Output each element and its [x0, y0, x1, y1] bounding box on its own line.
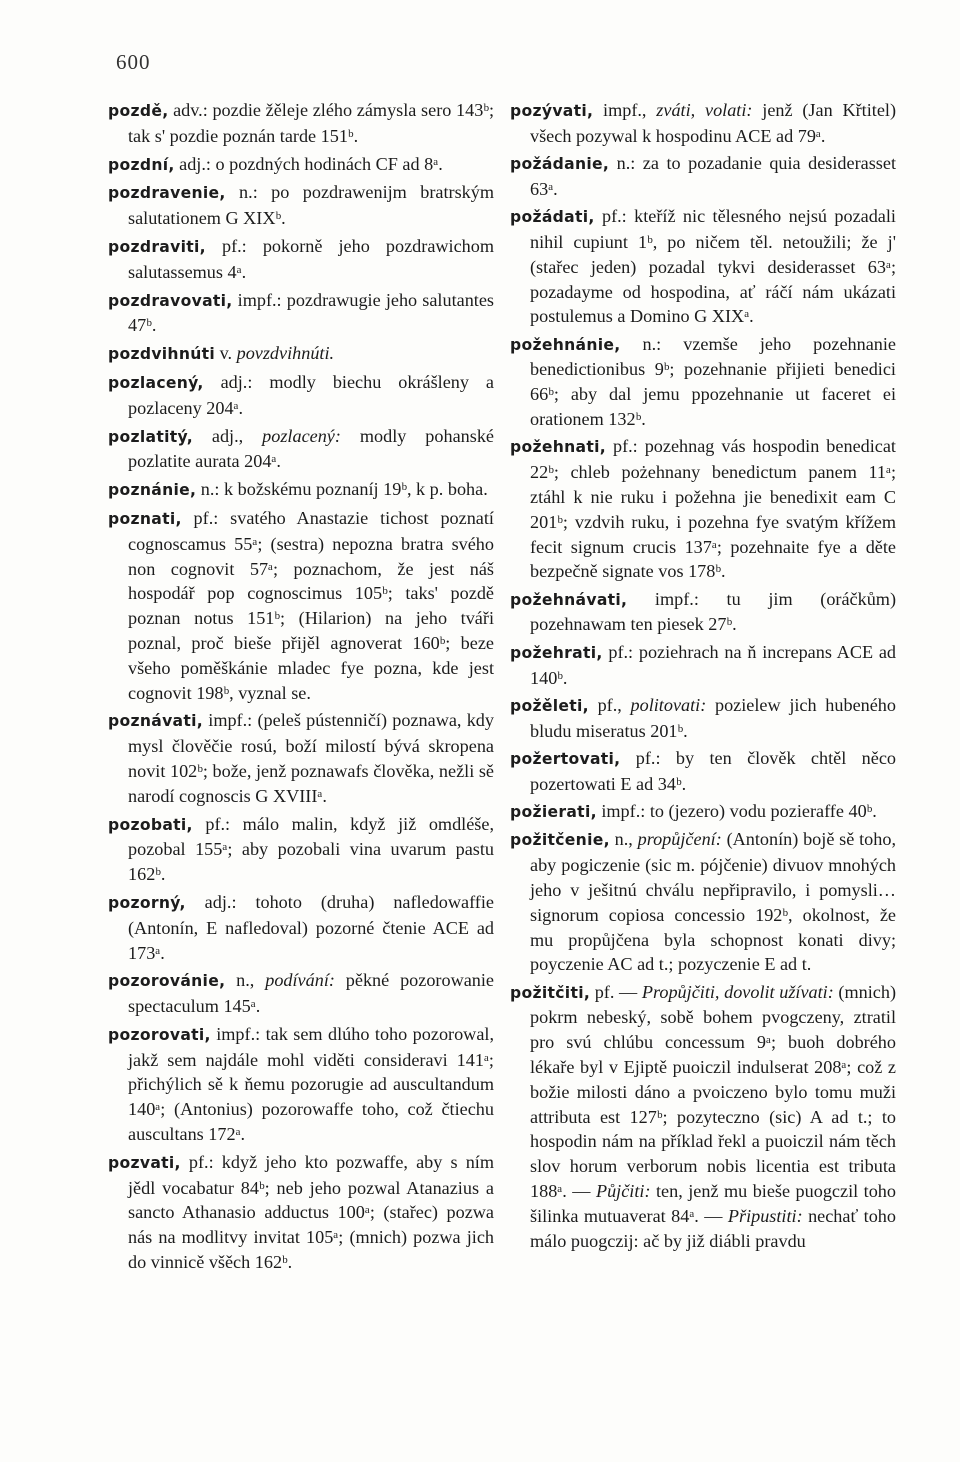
entry-gloss: podívání:: [265, 970, 335, 991]
entry-text: pf. —: [590, 981, 642, 1002]
entry-headword: pozdní,: [108, 155, 175, 174]
dictionary-entry: [108, 1022, 494, 1147]
entry-text: pf.: málo malin, když již omdléše, pozobal 155ᵃ; aby pozobali vina uvarum pastu 162ᵇ.: [128, 813, 494, 885]
entry-text: pf.: svatého Anastazie tichost poznatí cognoscamus 55ᵃ; (sestra) nepozna bratra svého non cognovit 57ᵃ; poznachom, že jest náš hospodář pop cognoscimus 105ᵇ; taks' pozdě poznan notus 151ᵇ; (Hilarion) na jeho tváři poznal, proč bieše přijěl agnoverat 160ᵇ; beze všeho poměškánie mladec fye pozna, kde jest cognovit 198ᵇ, vyznal se.: [128, 507, 494, 703]
dictionary-entry: [510, 827, 896, 977]
entry-headword: pozdvihnúti: [108, 345, 216, 364]
entry-text: pf.: by ten člověk chtěl něco pozertowati E ad 34ᵇ.: [530, 747, 896, 794]
entry-text: impf.: tu jim (oráčkům) pozehnawam ten piesek 27ᵇ.: [530, 588, 896, 635]
dictionary-entry: [108, 288, 494, 339]
dictionary-entry: [108, 180, 494, 231]
entry-headword: požehrati,: [510, 643, 603, 662]
entry-text: adj.: o pozdných hodinách CF ad 8ᵃ.: [174, 153, 443, 174]
entry-text: pf.: pozehnag vás hospodin benedicat 22ᵇ; chleb pożehnany benedictum panem 11ᵃ; ztáhl k nie ruku i požehna jie benedixit eam C 201ᵇ; vzdvih ruku, i pozehna fye svatým křížem fecit signum crucis 137ᵃ; pozehnaite fye a děte bezpečně signate vos 178ᵇ.: [530, 436, 896, 582]
entry-headword: poznánie,: [108, 481, 197, 500]
dictionary-entry: [510, 640, 896, 691]
entry-text: (Antonín) bojě sě toho, aby pogiczenie (sic m. pójčenie) divuov mnohých jeho v ješitnú chválu nepřipravilo, i pomysli… signorum copiosa concessio 192ᵇ, okolnost, že mu propůjčena byla schopnost konati divy; poyczenie AC ad t.; pozyczenie E ad t.: [530, 829, 897, 975]
dictionary-entry: [108, 424, 494, 475]
entry-text: ten, jenž mu bieše puogczil toho šilinka mutuaverat 84ᵃ. —: [530, 1180, 896, 1226]
dictionary-entry: [108, 890, 494, 965]
page-number: 600: [116, 50, 151, 74]
entry-text: pf.,: [588, 694, 631, 715]
entry-headword: požitčiti,: [510, 983, 591, 1002]
dictionary-entry: [108, 341, 494, 367]
entry-text: (mnich) pokrm nebeský, sobě bohem pvogczeny, ztratil pro svú chlúbu concessum 9ᵃ; buoh dobrého lékaře byl v Ejiptě puoiczil indulserat 208ᵃ; což z božie milosti dáno a pvoiczeno bylo tomu muži attributa est 127ᵇ; pozyteczno (sic) A ad t.; to hospodin nám na příklad řekl a puoiczil nám těch slov horum verborum nobis licentia est tributa 188ᵃ. —: [530, 981, 896, 1201]
entry-text: adj.: tohoto (druha) nafledowaffie (Antonín, E nafledoval) pozorné čtenie ACE ad 173ᵃ.: [128, 891, 494, 963]
entry-headword: pozlatitý,: [108, 427, 193, 446]
entry-headword: pozvati,: [108, 1153, 181, 1172]
entry-headword: požehnati,: [510, 438, 606, 457]
entry-headword: pozdraviti,: [108, 237, 206, 256]
entry-headword: pozdravenie,: [108, 184, 226, 203]
entry-gloss: zváti, volati:: [656, 100, 753, 120]
entry-gloss: pozlacený:: [262, 425, 341, 446]
entry-text: v.: [215, 343, 237, 364]
entry-text: pozielew jich hubeného bludu miseratus 201ᵇ.: [530, 694, 896, 741]
dictionary-entry: [510, 980, 896, 1254]
entry-gloss: Půjčiti:: [595, 1180, 651, 1201]
dictionary-entry: [108, 370, 494, 421]
entry-headword: požitčenie,: [510, 831, 610, 850]
entry-text: jenž (Jan Křtitel) všech pozywal k hospodinu ACE ad 79ᵃ.: [530, 100, 897, 146]
dictionary-entry: [510, 693, 896, 744]
dictionary-entry: [108, 234, 494, 285]
entry-headword: pozdravovati,: [108, 291, 233, 310]
entry-headword: pozorný,: [108, 893, 186, 912]
dictionary-entry: [108, 1150, 494, 1275]
entry-headword: poznávati,: [108, 712, 203, 731]
entry-text: adj.,: [192, 425, 263, 446]
entry-text: n.,: [225, 970, 266, 991]
entry-text: n.: k božskému poznaníj 19ᵇ, k p. boha.: [196, 479, 488, 500]
entry-headword: poznati,: [108, 509, 182, 528]
dictionary-entry: [510, 204, 896, 329]
entry-headword: požertovati,: [510, 749, 621, 768]
entry-gloss: Propůjčiti, dovolit užívati:: [641, 981, 834, 1002]
dictionary-entry: [510, 434, 896, 584]
entry-text: nechať toho málo puogczij: ač by již diábli pravdu: [530, 1205, 896, 1251]
entry-text: pf.: kteříž nic tělesného nejsú pozadali nihil cupiunt 1ᵇ, po ničem těl. netoužili; že j' (stařec jeden) pozadal tykvi desiderasset 63ᵃ; pozadayme od hospodina, ať ráčí nám ukázati postulemus a Domino G XIXᵃ.: [530, 206, 896, 327]
entry-headword: požěleti,: [510, 696, 589, 715]
entry-text: pf.: když jeho kto pozwaffe, aby s ním jědl vocabatur 84ᵇ; neb jeho pozwal Atanazius a sancto Athanasio adductus 100ᵃ; (stařec) pozwa nás na modlitvy invitat 105ᵃ; (mnich) pozwa jich do vinnicě všěch 162ᵇ.: [128, 1151, 494, 1273]
entry-headword: pozdě,: [108, 102, 169, 120]
entry-gloss: povzdvihnúti.: [236, 343, 335, 364]
right-column: [510, 98, 896, 1256]
entry-text: impf.: pozdrawugie jeho salutantes 47ᵇ.: [128, 289, 494, 336]
dictionary-entry: [108, 812, 494, 887]
entry-headword: požehnánie,: [510, 335, 621, 354]
entry-text: impf.: to (jezero) vodu pozieraffe 40ᵇ.: [596, 801, 877, 822]
entry-text: impf.: tak sem dlúho toho pozorowal, jakž sem najdále mohl viděti consideravi 141ᵃ; přichýlich sě k ňemu pozorugie ad auscultandum 140ᵃ; (Antonius) pozorowaffe toho, což čtiechu auscultans 172ᵃ.: [128, 1023, 494, 1145]
entry-headword: pozobati,: [108, 815, 193, 834]
entry-text: n.,: [609, 829, 638, 850]
entry-text: n.: za to pozadanie quia desiderasset 63ᵃ.: [530, 153, 896, 199]
entry-headword: požádati,: [510, 208, 595, 227]
entry-gloss: Připustiti:: [727, 1205, 803, 1226]
entry-text: impf.,: [593, 100, 657, 120]
dictionary-entry: [510, 332, 896, 432]
entry-text: n.: po pozdrawenijm bratrským salutationem G XIXᵇ.: [128, 182, 494, 229]
entry-headword: požádanie,: [510, 155, 610, 174]
entry-headword: pozlacený,: [108, 373, 204, 392]
dictionary-entry: [510, 98, 896, 149]
dictionary-entry: [108, 708, 494, 808]
entry-text: adj.: modly biechu okrášleny a pozlaceny 204ᵃ.: [128, 371, 494, 418]
dictionary-entry: [108, 477, 494, 503]
dictionary-entry: [510, 799, 896, 825]
entry-gloss: propůjčení:: [637, 829, 722, 850]
entry-headword: pozorovati,: [108, 1025, 211, 1044]
dictionary-entry: [510, 746, 896, 797]
left-column: [108, 98, 494, 1278]
entry-text: n.: vzemše jeho pozehnanie benedictionibus 9ᵇ; pozehnanie přijieti benedici 66ᵇ; aby dal jemu ppozehnanie ut faceret ei orationem 132ᵇ.: [530, 333, 896, 430]
dictionary-entry: [108, 152, 494, 178]
dictionary-entry: [108, 506, 494, 705]
dictionary-entry: [510, 151, 896, 202]
entry-text: pěkné pozorowanie spectaculum 145ᵃ.: [128, 970, 495, 1017]
entry-text: pf.: pokorně jeho pozdrawichom salutassemus 4ᵃ.: [128, 235, 494, 282]
entry-headword: požierati,: [510, 803, 597, 822]
dictionary-entry: [108, 98, 494, 149]
entry-text: pf.: poziehrach na ň increpans ACE ad 140ᵇ.: [530, 641, 896, 688]
dictionary-entry: [108, 968, 494, 1019]
entry-text: adv.: pozdie žěleje zlého zámysla sero 143ᵇ; tak s' pozdie poznán tarde 151ᵇ.: [128, 100, 494, 146]
entry-text: impf.: (peleš pústenničí) poznawa, kdy mysl člověčie rosú, boží milostí bývá skropena novit 102ᵇ; bože, jenž poznawafs člověka, nežli sě narodí cognoscis G XVIIIᵃ.: [128, 710, 494, 806]
entry-text: modly pohanské pozlatite aurata 204ᵃ.: [128, 425, 494, 472]
dictionary-entry: [510, 587, 896, 638]
entry-headword: pozývati,: [510, 102, 594, 120]
entry-headword: požehnávati,: [510, 590, 628, 609]
entry-gloss: politovati:: [630, 694, 707, 715]
entry-headword: pozorovánie,: [108, 972, 226, 991]
